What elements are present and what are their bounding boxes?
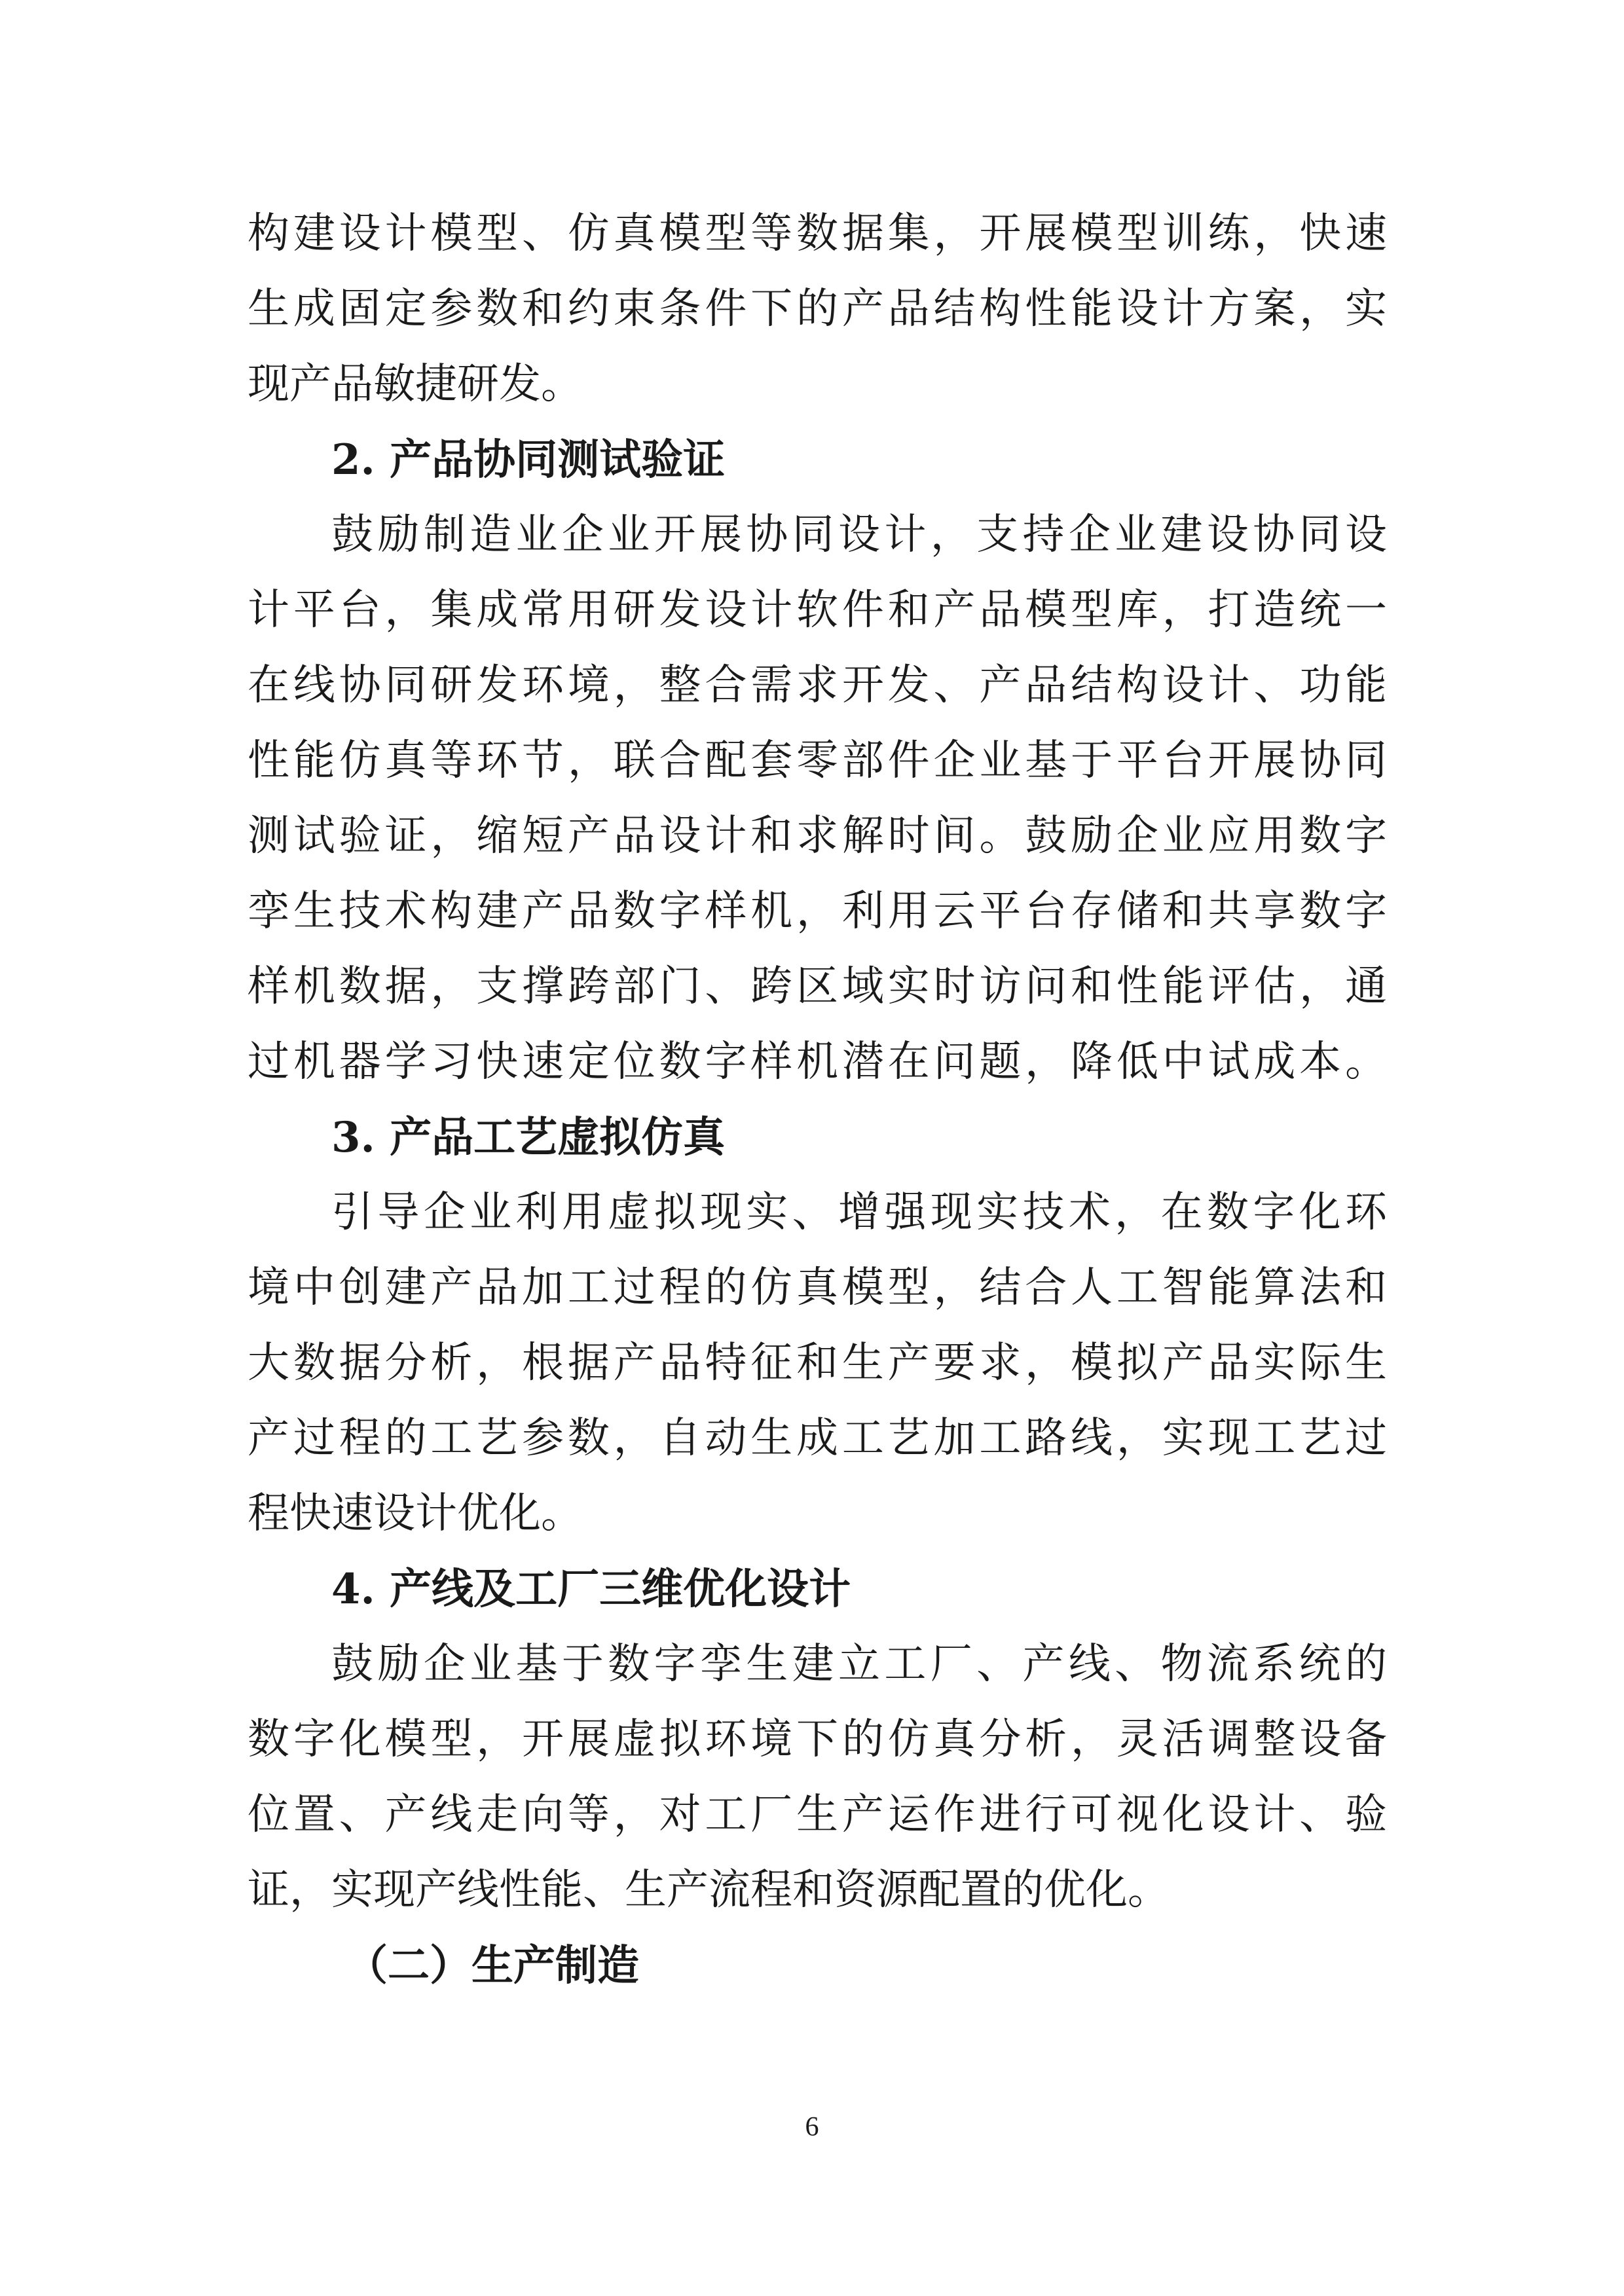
text-line: 程快速设计优化。 (248, 1489, 583, 1538)
section-heading: （二）生产制造 (346, 1941, 639, 1990)
text-line: 孪生技术构建产品数字样机，利用云平台存储和共享数字 (248, 887, 1387, 936)
text-line: 境中创建产品加工过程的仿真模型，结合人工智能算法和 (248, 1264, 1387, 1312)
text-line: 过机器学习快速定位数字样机潜在问题，降低中试成本。 (248, 1038, 1387, 1086)
text-line: 测试验证，缩短产品设计和求解时间。鼓励企业应用数字 (248, 812, 1387, 860)
text-line: 样机数据，支撑跨部门、跨区域实时访问和性能评估，通 (248, 962, 1387, 1011)
text-line: 引导企业利用虚拟现实、增强现实技术，在数字化环 (331, 1188, 1387, 1237)
text-line: 性能仿真等环节，联合配套零部件企业基于平台开展协同 (248, 737, 1387, 785)
text-line: 证，实现产线性能、生产流程和资源配置的优化。 (248, 1866, 1170, 1914)
text-line: 生成固定参数和约束条件下的产品结构性能设计方案，实 (248, 285, 1387, 333)
text-line: 产过程的工艺参数，自动生成工艺加工路线，实现工艺过 (248, 1414, 1387, 1463)
text-line: 现产品敏捷研发。 (248, 360, 583, 409)
subsection-heading: 4. 产线及工厂三维优化设计 (331, 1565, 851, 1614)
text-line: 构建设计模型、仿真模型等数据集，开展模型训练，快速 (248, 210, 1387, 258)
text-line: 在线协同研发环境，整合需求开发、产品结构设计、功能 (248, 661, 1387, 710)
text-line: 鼓励企业基于数字孪生建立工厂、产线、物流系统的 (331, 1640, 1387, 1688)
text-line: 计平台，集成常用研发设计软件和产品模型库，打造统一 (248, 586, 1387, 634)
page-number: 6 (805, 2112, 819, 2142)
text-line: 大数据分析，根据产品特征和生产要求，模拟产品实际生 (248, 1339, 1387, 1387)
subsection-heading: 3. 产品工艺虚拟仿真 (331, 1113, 726, 1162)
subsection-heading: 2. 产品协同测试验证 (331, 435, 726, 484)
document-body (248, 196, 1387, 2003)
text-line: 数字化模型，开展虚拟环境下的仿真分析，灵活调整设备 (248, 1715, 1387, 1764)
text-line: 位置、产线走向等，对工厂生产运作进行可视化设计、验 (248, 1791, 1387, 1839)
text-line: 鼓励制造业企业开展协同设计，支持企业建设协同设 (331, 511, 1387, 559)
